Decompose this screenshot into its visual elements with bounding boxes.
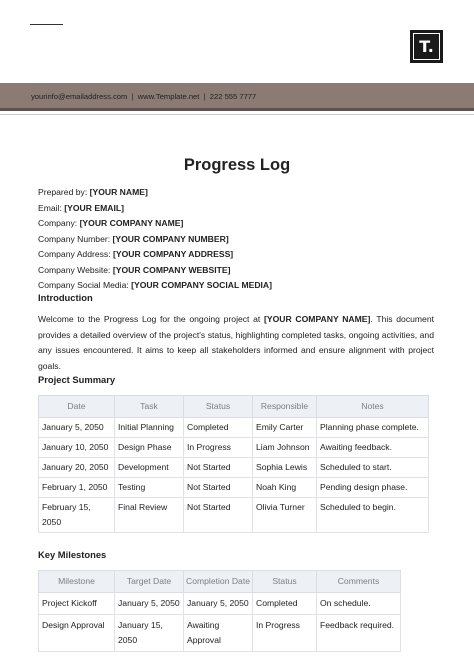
column-header: Task xyxy=(115,396,184,418)
column-header: Status xyxy=(253,571,317,593)
introduction-paragraph xyxy=(38,312,434,374)
table-row xyxy=(39,438,429,458)
info-company-number xyxy=(38,232,272,248)
table-row xyxy=(39,615,401,652)
table-cell: Design Phase xyxy=(115,438,184,458)
info-label: Email: xyxy=(38,202,65,213)
info-value: [YOUR COMPANY NUMBER] xyxy=(112,233,229,244)
table-cell: Awaiting Approval xyxy=(184,615,253,652)
table-cell: Pending design phase. xyxy=(317,478,429,498)
info-value: [YOUR COMPANY ADDRESS] xyxy=(113,249,234,259)
table-cell: Scheduled to start. xyxy=(317,458,429,478)
table-cell: Completed xyxy=(184,418,253,438)
table-cell: Feedback required. xyxy=(317,615,401,652)
table-cell: Sophia Lewis xyxy=(253,458,317,478)
project-summary-heading: Project Summary xyxy=(38,374,116,385)
info-email xyxy=(38,201,272,217)
table-row xyxy=(39,418,429,438)
table-cell: January 5, 2050 xyxy=(184,593,253,615)
table-cell: Planning phase complete. xyxy=(317,418,429,438)
table-cell: Not Started xyxy=(184,498,253,533)
table-cell: Olivia Turner xyxy=(253,498,317,533)
column-header: Notes xyxy=(317,396,429,418)
info-value: [YOUR COMPANY WEBSITE] xyxy=(112,264,231,275)
table-header-row xyxy=(39,571,401,593)
table-cell: January 15, 2050 xyxy=(115,615,184,652)
column-header: Date xyxy=(39,396,115,418)
table-cell: On schedule. xyxy=(317,593,401,615)
info-label: Company: xyxy=(38,218,80,228)
introduction-heading: Introduction xyxy=(38,292,93,303)
table-cell: In Progress xyxy=(184,438,253,458)
document-title: Progress Log xyxy=(183,156,291,174)
info-value: [YOUR EMAIL] xyxy=(64,202,124,213)
table-cell: Project Kickoff xyxy=(39,593,115,615)
table-cell: January 5, 2050 xyxy=(39,418,115,438)
project-summary-table xyxy=(38,395,429,533)
info-label: Company Website: xyxy=(38,264,113,275)
table-row xyxy=(39,478,429,498)
info-label: Prepared by: xyxy=(38,187,90,197)
table-cell: Liam Johnson xyxy=(253,438,317,458)
table-cell: Testing xyxy=(115,478,184,498)
table-cell: Final Review xyxy=(115,498,184,533)
info-value: [YOUR NAME] xyxy=(89,187,148,197)
table-cell: January 5, 2050 xyxy=(115,593,184,615)
column-header: Status xyxy=(184,396,253,418)
column-header: Milestone xyxy=(39,571,115,593)
table-row xyxy=(39,593,401,615)
info-company-website xyxy=(38,263,272,279)
table-row xyxy=(39,458,429,478)
column-header: Comments xyxy=(317,571,401,593)
template-logo xyxy=(410,30,443,63)
info-prepared-by xyxy=(38,185,272,201)
table-cell: January 10, 2050 xyxy=(39,438,115,458)
intro-company: [YOUR COMPANY NAME] xyxy=(264,314,371,324)
band-divider xyxy=(0,114,474,115)
contact-line: yourinfo@emailaddress.com | www.Template.net | 222 555 7777 xyxy=(31,92,257,101)
table-cell: Completed xyxy=(253,593,317,615)
table-cell: Awaiting feedback. xyxy=(317,438,429,458)
header-rule xyxy=(30,24,63,25)
column-header: Responsible xyxy=(253,396,317,418)
table-cell: Emily Carter xyxy=(253,418,317,438)
table-cell: Design Approval xyxy=(39,615,115,652)
table-row xyxy=(39,498,429,533)
info-block xyxy=(38,185,272,294)
info-company xyxy=(38,216,272,232)
info-label: Company Address: xyxy=(38,249,113,259)
intro-text-start: Welcome to the Progress Log for the ongoing project at xyxy=(38,314,264,324)
info-company-address xyxy=(38,247,272,263)
key-milestones-heading: Key Milestones xyxy=(38,549,107,560)
table-cell: Not Started xyxy=(184,478,253,498)
table-cell: February 1, 2050 xyxy=(39,478,115,498)
table-cell: Noah King xyxy=(253,478,317,498)
table-cell: Scheduled to begin. xyxy=(317,498,429,533)
table-cell: Initial Planning xyxy=(115,418,184,438)
table-cell: Not Started xyxy=(184,458,253,478)
info-label: Company Social Media: xyxy=(38,280,132,290)
logo-letter: T. xyxy=(413,33,440,60)
intro-text-end: . This document provides a detailed overview of the project's status, highlighting completed tasks, ongoing activities, and any issues encountered. It aims to keep all stakeholders informed and ensure alignment with project goals. xyxy=(38,314,434,371)
table-cell: February 15, 2050 xyxy=(39,498,115,533)
info-value: [YOUR COMPANY NAME] xyxy=(79,218,184,228)
key-milestones-table xyxy=(38,570,401,652)
column-header: Completion Date xyxy=(184,571,253,593)
table-header-row xyxy=(39,396,429,418)
table-cell: In Progress xyxy=(253,615,317,652)
table-cell: January 20, 2050 xyxy=(39,458,115,478)
info-value: [YOUR COMPANY SOCIAL MEDIA] xyxy=(131,280,273,290)
table-cell: Development xyxy=(115,458,184,478)
column-header: Target Date xyxy=(115,571,184,593)
info-label: Company Number: xyxy=(38,233,113,244)
